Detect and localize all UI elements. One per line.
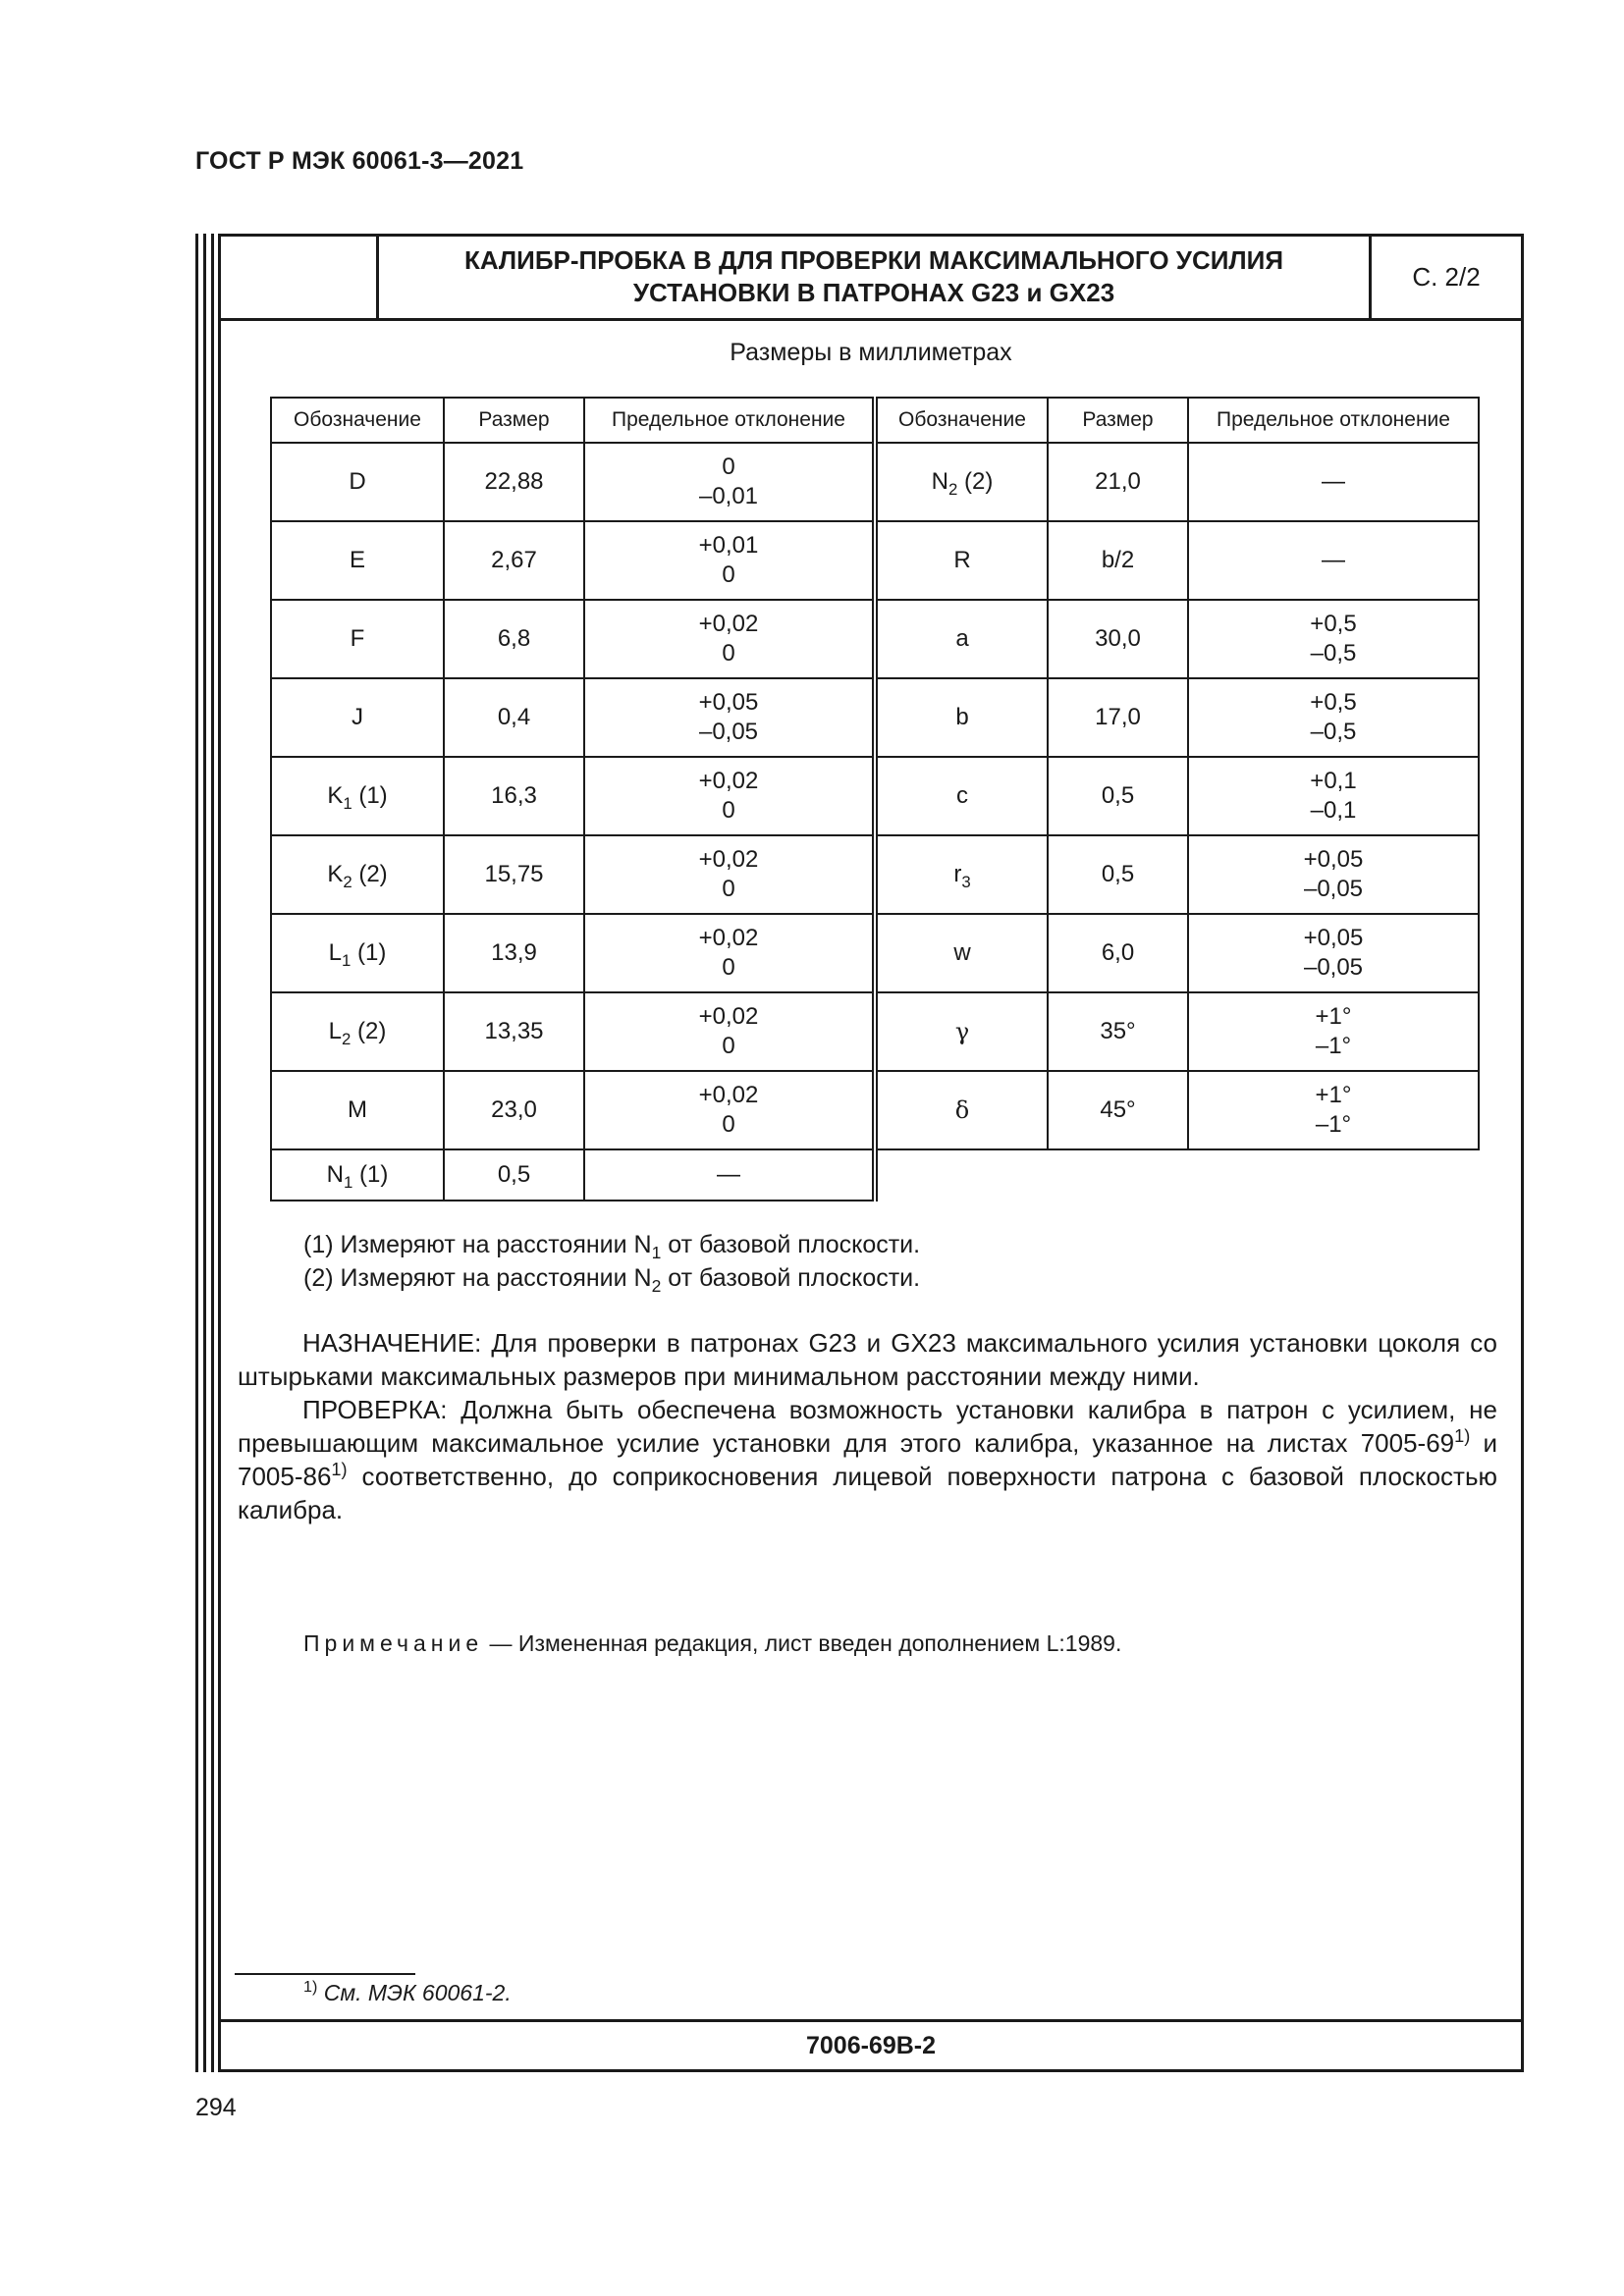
document-header: ГОСТ Р МЭК 60061-3—2021 [195, 147, 524, 175]
table-row [271, 835, 1479, 914]
check-paragraph: ПРОВЕРКА: Должна быть обеспечена возможность установки калибра в патрон с усилием, не превышающим максимальное усилие установки для этого калибра, указанное на листах 7005-69$^{1)}$ и 7005-86$^{1)}$ соответственно, до соприкосновения лицевой поверхности патрона с базовой плоскостью калибра. [238, 1395, 1497, 1524]
column-header: Размер [444, 398, 584, 443]
designation-cell: R [875, 521, 1048, 600]
column-header: Предельное отклонение [1188, 398, 1479, 443]
table-note-2: (2) Измеряют на расстоянии $N_2$ от базовой плоскости. [303, 1264, 921, 1297]
note-label: Примечание [303, 1630, 484, 1656]
table-row [271, 1071, 1479, 1149]
sheet-number: 7006-69B-2 [221, 2019, 1521, 2069]
designation-cell: δ [875, 1071, 1048, 1149]
deviation-cell: +1° –1° [1188, 1071, 1479, 1149]
size-cell: 6,8 [444, 600, 584, 678]
deviation-cell: +0,02 0 [584, 1071, 875, 1149]
size-cell: 22,88 [444, 443, 584, 521]
footnote-divider [235, 1973, 415, 1975]
size-cell: 13,9 [444, 914, 584, 992]
size-cell: 21,0 [1048, 443, 1188, 521]
designation-cell: w [875, 914, 1048, 992]
designation-cell: c [875, 757, 1048, 835]
table-row [271, 521, 1479, 600]
table-row [271, 992, 1479, 1071]
binding-line [203, 234, 206, 2072]
deviation-cell: — [1188, 521, 1479, 600]
deviation-cell: +0,05 –0,05 [1188, 835, 1479, 914]
designation-cell: $K_2$ (2) [271, 835, 444, 914]
size-cell: 23,0 [444, 1071, 584, 1149]
designation-cell: F [271, 600, 444, 678]
size-cell: 30,0 [1048, 600, 1188, 678]
column-header: Размер [1048, 398, 1188, 443]
sheet-title-line1: КАЛИБР-ПРОБКА B ДЛЯ ПРОВЕРКИ МАКСИМАЛЬНОГО УСИЛИЯ [463, 245, 1284, 275]
note [303, 1630, 1121, 1657]
designation-cell: E [271, 521, 444, 600]
deviation-cell: +0,02 0 [584, 757, 875, 835]
column-header: Предельное отклонение [584, 398, 875, 443]
deviation-cell: +0,05 –0,05 [1188, 914, 1479, 992]
page-number: 294 [195, 2094, 237, 2121]
designation-cell: $r_3$ [875, 835, 1048, 914]
size-cell: 15,75 [444, 835, 584, 914]
sheet-title-line2: УСТАНОВКИ В ПАТРОНАХ G23 и GX23 [632, 278, 1115, 307]
sheet-frame [218, 234, 1524, 2072]
purpose-paragraph: НАЗНАЧЕНИЕ: Для проверки в патронах G23 и GX23 максимального усилия установки цоколя со штырьками максимальных размеров при минимальном расстоянии между ними. [238, 1328, 1497, 1391]
table-header-row [271, 398, 1479, 443]
sheet-title [379, 244, 1369, 309]
table-note-1: (1) Измеряют на расстоянии $N_1$ от базовой плоскости. [303, 1231, 921, 1263]
designation-cell: $N_1$ (1) [271, 1149, 444, 1201]
size-cell: 0,4 [444, 678, 584, 757]
column-header: Обозначение [875, 398, 1048, 443]
note-text: — Измененная редакция, лист введен дополнением L:1989. [483, 1630, 1122, 1656]
size-cell: 0,5 [1048, 757, 1188, 835]
size-cell: 6,0 [1048, 914, 1188, 992]
designation-cell: $N_2$ (2) [875, 443, 1048, 521]
designation-cell: a [875, 600, 1048, 678]
size-cell: 35° [1048, 992, 1188, 1071]
designation-cell: J [271, 678, 444, 757]
designation-cell: $L_1$ (1) [271, 914, 444, 992]
deviation-cell: 0 –0,01 [584, 443, 875, 521]
deviation-cell: — [584, 1149, 875, 1201]
size-cell: 0,5 [1048, 835, 1188, 914]
table-row [271, 443, 1479, 521]
size-cell: 0,5 [444, 1149, 584, 1201]
table-row [271, 600, 1479, 678]
deviation-cell: +0,5 –0,5 [1188, 600, 1479, 678]
deviation-cell: +0,5 –0,5 [1188, 678, 1479, 757]
table-row [271, 1149, 1479, 1201]
designation-cell: γ [875, 992, 1048, 1071]
designation-cell: b [875, 678, 1048, 757]
deviation-cell: +0,02 0 [584, 600, 875, 678]
deviation-cell: +0,02 0 [584, 835, 875, 914]
size-cell: 45° [1048, 1071, 1188, 1149]
size-cell: 13,35 [444, 992, 584, 1071]
sheet-page: С. 2/2 [1412, 262, 1481, 292]
designation-cell: $K_1$ (1) [271, 757, 444, 835]
footnote: $^{1)}$ См. МЭК 60061-2. [303, 1978, 512, 2005]
table-row [271, 678, 1479, 757]
binding-line [211, 234, 214, 2072]
designation-cell: D [271, 443, 444, 521]
deviation-cell: +1° –1° [1188, 992, 1479, 1071]
deviation-cell: — [1188, 443, 1479, 521]
units-caption: Размеры в миллиметрах [730, 339, 1012, 366]
table-row [271, 757, 1479, 835]
size-cell: 17,0 [1048, 678, 1188, 757]
deviation-cell: +0,01 0 [584, 521, 875, 600]
deviation-cell: +0,02 0 [584, 914, 875, 992]
column-header: Обозначение [271, 398, 444, 443]
table-notes [303, 1228, 920, 1295]
deviation-cell: +0,02 0 [584, 992, 875, 1071]
binding-line [195, 234, 198, 2072]
designation-cell: $L_2$ (2) [271, 992, 444, 1071]
table-row [271, 914, 1479, 992]
title-row [221, 237, 1521, 321]
size-cell: 2,67 [444, 521, 584, 600]
empty-cell [875, 1149, 1479, 1201]
size-cell: 16,3 [444, 757, 584, 835]
dimensions-table [270, 397, 1480, 1201]
size-cell: b/2 [1048, 521, 1188, 600]
deviation-cell: +0,1 –0,1 [1188, 757, 1479, 835]
designation-cell: M [271, 1071, 444, 1149]
deviation-cell: +0,05 –0,05 [584, 678, 875, 757]
